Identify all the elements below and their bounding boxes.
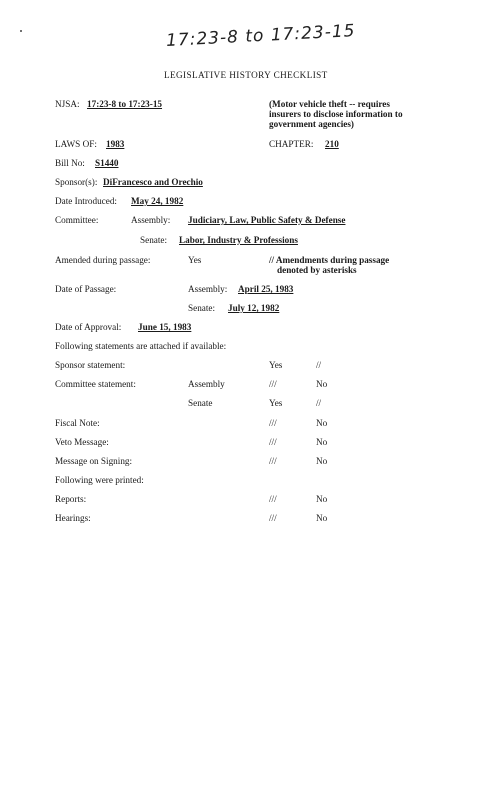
laws-of-label: LAWS OF: [55, 139, 97, 149]
statement-label: Message on Signing: [55, 456, 133, 466]
passage-senate-value: July 12, 1982 [228, 303, 280, 313]
bill-no-value: S1440 [95, 158, 119, 168]
njsa-value: 17:23-8 to 17:23-15 [87, 99, 163, 109]
passage-assembly-value: April 25, 1983 [238, 284, 294, 294]
statement-label: Veto Message: [55, 437, 109, 447]
printed-heading: Following were printed: [55, 475, 144, 485]
date-introduced-value: May 24, 1982 [131, 196, 184, 206]
statement-col2: No [316, 456, 328, 466]
amended-note-line-2: denoted by asterisks [277, 265, 357, 275]
document-title: LEGISLATIVE HISTORY CHECKLIST [164, 70, 328, 80]
speck-mark [20, 30, 22, 32]
statement-col2: // [316, 398, 322, 408]
subject-line-1: (Motor vehicle theft -- requires [269, 99, 390, 109]
date-of-passage-label: Date of Passage: [55, 284, 117, 294]
printed-col1: /// [269, 513, 277, 523]
printed-label: Hearings: [55, 513, 91, 523]
statement-col2: // [316, 360, 322, 370]
date-introduced-label: Date Introduced: [55, 196, 117, 206]
sponsors-value: DiFrancesco and Orechio [103, 177, 203, 187]
statement-col1: /// [269, 437, 277, 447]
amended-value: Yes [188, 255, 202, 265]
date-of-approval-label: Date of Approval: [55, 322, 122, 332]
statement-sub: Assembly [188, 379, 225, 389]
printed-col2: No [316, 513, 328, 523]
sponsors-label: Sponsor(s): [55, 177, 98, 187]
printed-col2: No [316, 494, 328, 504]
amended-label: Amended during passage: [55, 255, 151, 265]
committee-assembly-value: Judiciary, Law, Public Safety & Defense [188, 215, 346, 225]
amended-note-line-1: // Amendments during passage [269, 255, 390, 265]
statement-col2: No [316, 379, 328, 389]
committee-label: Committee: [55, 215, 99, 225]
statement-label: Committee statement: [55, 379, 136, 389]
passage-assembly-label: Assembly: [188, 284, 228, 294]
statement-col1: Yes [269, 360, 283, 370]
statements-heading: Following statements are attached if available: [55, 341, 227, 351]
committee-assembly-label: Assembly: [131, 215, 171, 225]
statement-col1: Yes [269, 398, 283, 408]
chapter-label: CHAPTER: [269, 139, 314, 149]
statement-label: Fiscal Note: [55, 418, 100, 428]
statement-sub: Senate [188, 398, 213, 408]
handwritten-annotation: 17:23-8 to 17:23-15 [165, 21, 356, 51]
njsa-label: NJSA: [55, 99, 80, 109]
statement-col2: No [316, 418, 328, 428]
printed-col1: /// [269, 494, 277, 504]
date-of-approval-value: June 15, 1983 [138, 322, 192, 332]
statement-col1: /// [269, 418, 277, 428]
statement-col1: /// [269, 456, 277, 466]
laws-of-value: 1983 [106, 139, 125, 149]
committee-senate-value: Labor, Industry & Professions [179, 235, 298, 245]
statement-col1: /// [269, 379, 277, 389]
statement-label: Sponsor statement: [55, 360, 126, 370]
subject-line-2: insurers to disclose information to [269, 109, 403, 119]
passage-senate-label: Senate: [188, 303, 216, 313]
chapter-value: 210 [325, 139, 339, 149]
statement-col2: No [316, 437, 328, 447]
subject-line-3: government agencies) [269, 119, 354, 129]
printed-label: Reports: [55, 494, 87, 504]
committee-senate-label: Senate: [140, 235, 168, 245]
bill-no-label: Bill No: [55, 158, 85, 168]
